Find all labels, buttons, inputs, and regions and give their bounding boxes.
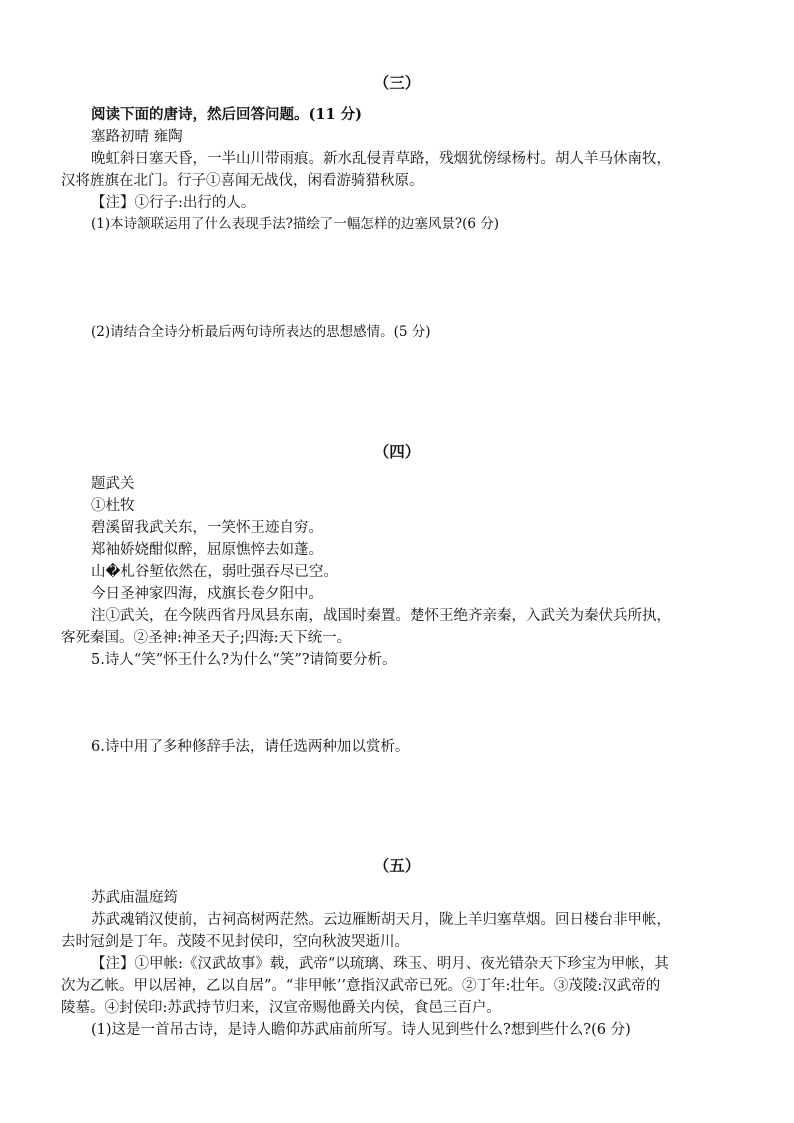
- section-4-verse-4: 今日圣神家四海，戍旗长卷夕阳中。: [91, 586, 323, 602]
- section-5-note-line-2: 次为乙帐。甲以居神，乙以自居”。“非甲帐’’意指汉武帝已死。②丁年:壮年。③茂陵:汉武帝的: [61, 978, 661, 994]
- section-3-poem-title: 塞路初晴 雍陶: [91, 129, 183, 145]
- section-4-note-line-2: 客死秦国。②圣神:神圣天子;四海:天下统一。: [61, 630, 352, 646]
- section-4-question-5: 5.诗人“笑”怀王什么?为什么“笑”?请简要分析。: [91, 652, 397, 668]
- section-4-verse-3: 山�札谷堑依然在，弱吐强吞尽已空。: [91, 564, 338, 580]
- section-4-author: ①杜牧: [91, 498, 135, 514]
- section-5-poem-title: 苏武庙温庭筠: [91, 890, 178, 906]
- section-3-poem-line-1: 晚虹斜日塞天昏，一半山川带雨痕。新水乱侵青草路，残烟犹傍绿杨村。胡人羊马休南牧，: [91, 151, 671, 167]
- section-3-instruction: 阅读下面的唐诗，然后回答问题。(11 分): [91, 106, 362, 123]
- section-5-question-1: (1)这是一首吊古诗，是诗人瞻仰苏武庙前所写。诗人见到些什么?想到些什么?(6 分): [91, 1022, 631, 1038]
- section-4-poem-title: 题武关: [91, 476, 135, 492]
- section-3-question-1: (1)本诗颔联运用了什么表现手法?描绘了一幅怎样的边塞风景?(6 分): [91, 216, 500, 232]
- section-5-note-line-1: 【注】①甲帐:《汉武故事》载，武帝“以琉璃、珠玉、明月、夜光错杂天下珍宝为甲帐，其: [91, 956, 669, 972]
- section-3-heading: （三）: [373, 73, 421, 92]
- section-4-note-line-1: 注①武关，在今陕西省丹凤县东南，战国时秦置。楚怀王绝齐亲秦，入武关为秦伏兵所执，: [91, 608, 671, 624]
- section-5-heading: （五）: [373, 856, 421, 875]
- section-4-verse-2: 郑袖娇娆酣似醉，屈原憔悴去如蓬。: [91, 542, 323, 558]
- section-5-note-line-3: 陵墓。④封侯印:苏武持节归来，汉宣帝赐他爵关内侯，食邑三百户。: [61, 1000, 501, 1016]
- section-3-note: 【注】①行子:出行的人。: [91, 195, 256, 211]
- section-4-verse-1: 碧溪留我武关东，一笑怀王迹自穷。: [91, 520, 323, 536]
- section-3-question-2: (2)请结合全诗分析最后两句诗所表达的思想感情。(5 分): [91, 324, 431, 340]
- section-4-question-6: 6.诗中用了多种修辞手法，请任选两种加以赏析。: [91, 739, 410, 755]
- section-4-heading: （四）: [373, 442, 421, 461]
- section-5-poem-line-2: 去时冠剑是丁年。茂陵不见封侯印，空向秋波哭逝川。: [61, 934, 409, 950]
- section-5-poem-line-1: 苏武魂销汉使前，古祠高树两茫然。云边雁断胡天月，陇上羊归塞草烟。回日楼台非甲帐，: [91, 912, 671, 928]
- section-3-poem-line-2: 汉将旌旗在北门。行子①喜闻无战伐，闲看游骑猎秋原。: [61, 173, 424, 189]
